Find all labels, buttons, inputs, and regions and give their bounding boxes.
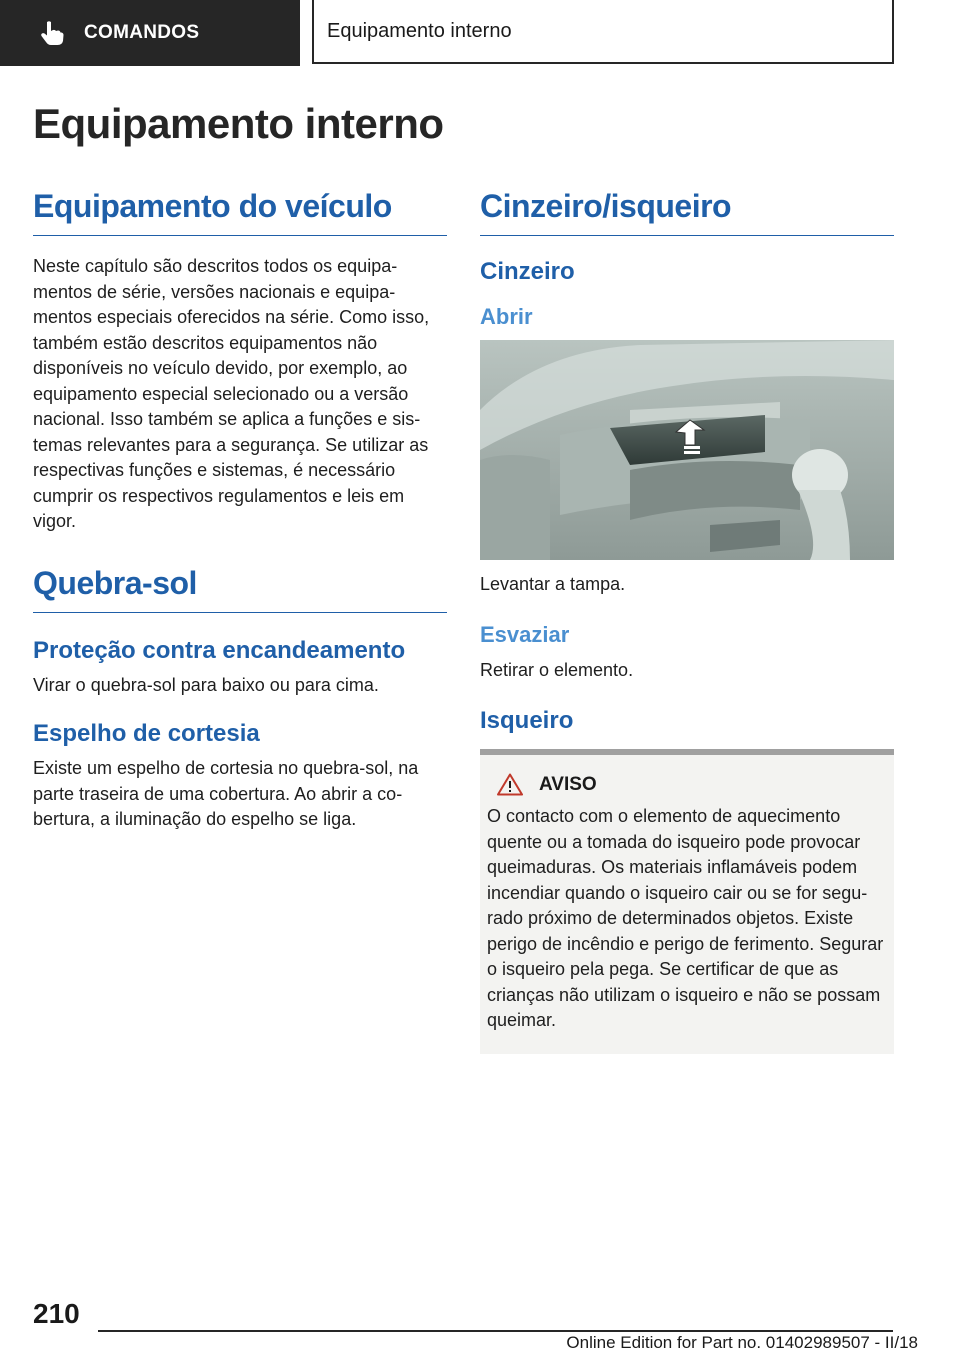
warning-body: O contacto com o elemento de aquecimento quente ou a tomada do isqueiro pode provocar queimaduras. Os materiais inflamáveis podem incendiar quando o isqueiro cair ou se for segurado próximo de determinados objetos. Existe perigo de incêndio e perigo de ferimento. Segurar o isqueiro pela pega. Se certificar de que as crianças não utilizam o isqueiro e não se possam queimar. (487, 806, 884, 1030)
body-protecao-encandeamento: Virar o quebra-sol para baixo ou para cima. (33, 674, 379, 695)
warning-label: AVISO (539, 773, 597, 795)
warning-box (480, 749, 894, 1054)
subheading-esvaziar: Esvaziar (480, 621, 570, 647)
footer-edition-text: Online Edition for Part no. 01402989507 - II/18 (566, 1333, 918, 1352)
page-title: Equipamento interno (33, 100, 444, 147)
page-number: 210 (33, 1298, 80, 1329)
section-body-equipamento-veiculo: Neste capítulo são descritos todos os equipamentos de série, versões nacionais e equipamentos especiais oferecidos na série. Como isso, também estão descritos equipamentos não disponíveis no veículo devido, por exemplo, ao equipamento especial selecionado ou a versão nacional. Isso também se aplica a funções e sistemas relevantes para a segurança. Se utilizar as respectivas funções e sistemas, é necessário cumprir os respectivos regulamentos e leis em vigor. (33, 256, 430, 531)
running-header (312, 0, 894, 64)
chapter-tab (0, 0, 300, 66)
caption-abrir: Levantar a tampa. (480, 574, 626, 594)
warning-triangle-icon (497, 773, 523, 796)
hand-pointer-icon (40, 20, 64, 46)
chapter-tab-label: COMANDOS (84, 22, 200, 43)
subheading-protecao-encandeamento: Proteção contra encandeamento (33, 636, 406, 664)
running-header-title: Equipamento interno (327, 19, 512, 42)
body-espelho-cortesia: Existe um espelho de cortesia no quebra-sol, na parte traseira de uma cobertura. Ao abrir a cobertura, a iluminação do espelho se liga. (33, 758, 419, 829)
subheading-abrir: Abrir (480, 304, 533, 329)
warning-header (487, 773, 886, 796)
left-column (33, 188, 447, 833)
section-heading-equipamento-veiculo: Equipamento do veículo (33, 188, 447, 236)
subheading-espelho-cortesia: Espelho de cortesia (33, 720, 260, 747)
section-heading-quebra-sol: Quebra-sol (33, 565, 447, 613)
ashtray-photo (480, 340, 894, 560)
section-heading-cinzeiro-isqueiro: Cinzeiro/isqueiro (480, 188, 894, 236)
subheading-isqueiro: Isqueiro (480, 707, 574, 734)
footer-divider (98, 1330, 893, 1332)
subheading-cinzeiro: Cinzeiro (480, 258, 575, 285)
body-esvaziar: Retirar o elemento. (480, 659, 634, 680)
right-column (480, 188, 894, 1054)
